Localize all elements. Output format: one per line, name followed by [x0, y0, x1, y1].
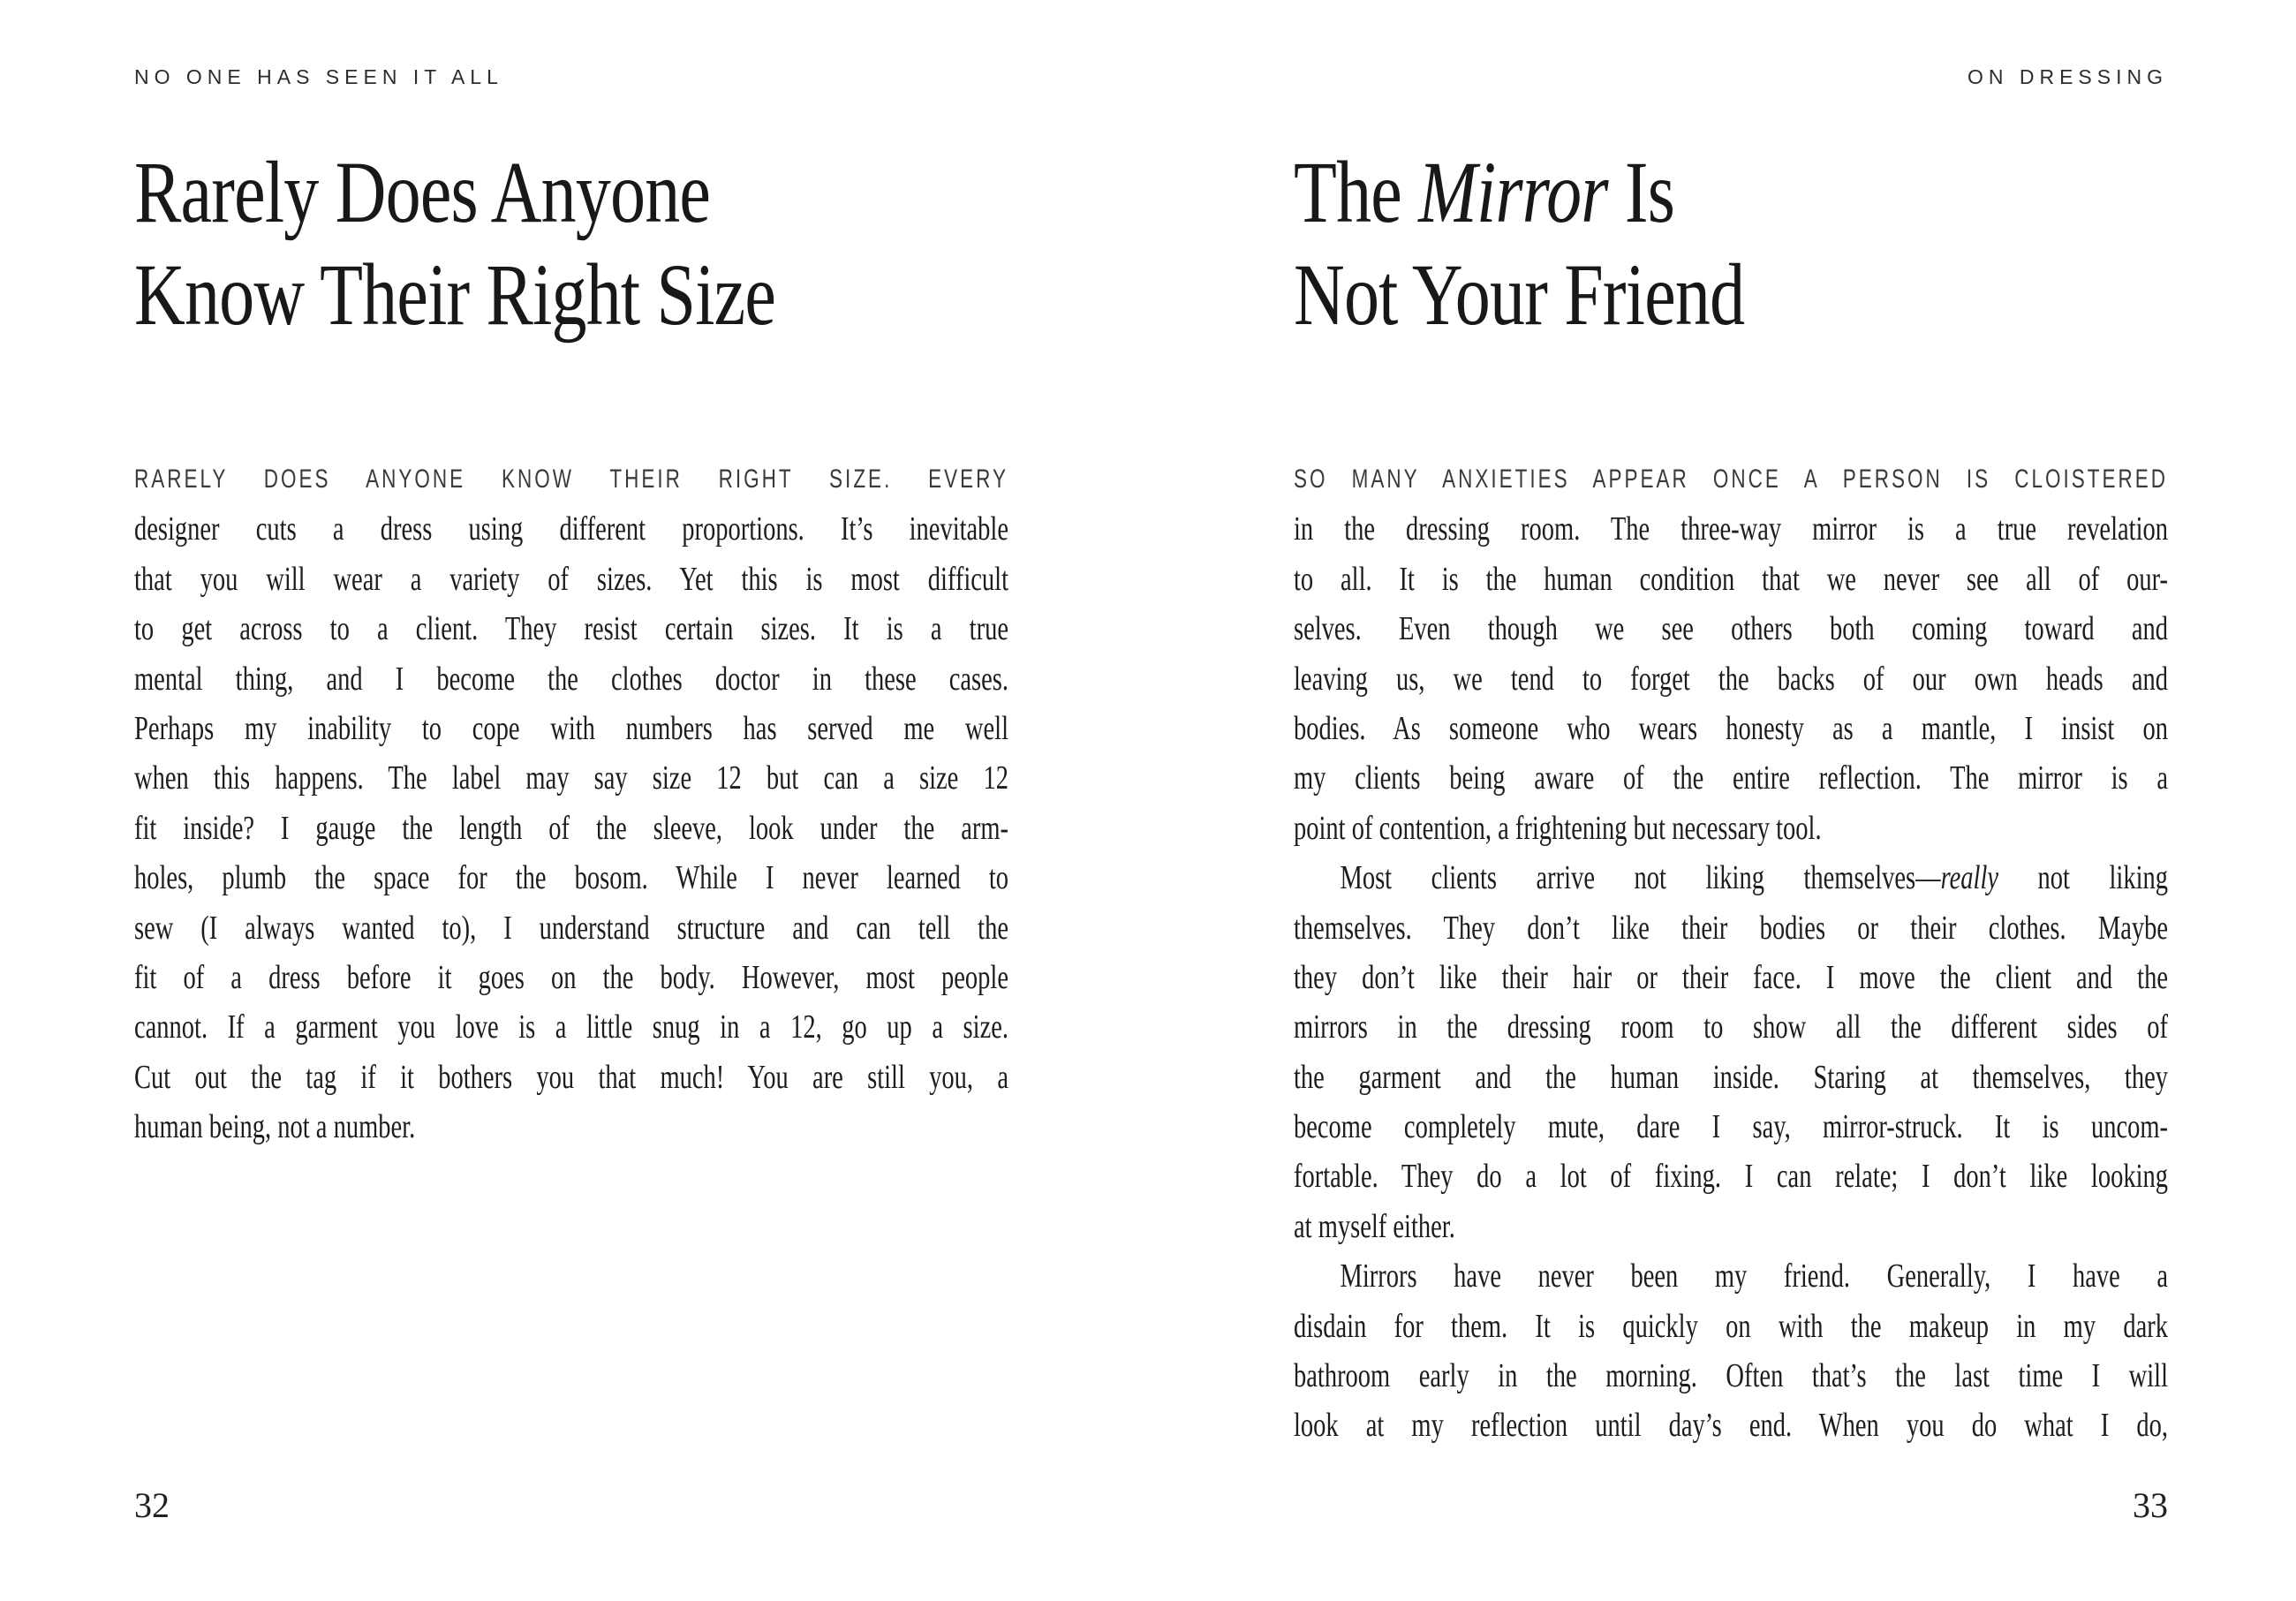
body-line: selves. Even though we see others both coming toward and: [1294, 610, 2168, 648]
body-line: point of contention, a frightening but necessary tool.: [1294, 809, 1822, 847]
title-segment: Is: [1607, 143, 1675, 241]
chapter-title-right: [1294, 141, 2168, 346]
body-line: that you will wear a variety of sizes. Yet this is most difficult: [134, 560, 1008, 598]
title-segment: The: [1294, 143, 1419, 241]
body-line: Perhaps my inability to cope with numbers has served me well: [134, 709, 1008, 747]
lead-caps-line: RARELY DOES ANYONE KNOW THEIR RIGHT SIZE. EVERY: [134, 464, 1008, 494]
body-line: fit inside? I gauge the length of the sleeve, look under the arm-: [134, 809, 1008, 847]
body-line: they don’t like their hair or their face. I move the client and the: [1294, 958, 2168, 996]
body-line: become completely mute, dare I say, mirror-struck. It is uncom-: [1294, 1108, 2168, 1146]
body-text-right: [1294, 455, 2168, 1451]
title-line: Not Your Friend: [1294, 245, 1745, 344]
body-line: look at my reflection until day’s end. When you do what I do,: [1294, 1407, 2168, 1445]
body-line: to all. It is the human condition that we never see all of our-: [1294, 560, 2168, 598]
page-number-right: 33: [2133, 1485, 2168, 1525]
body-line: Cut out the tag if it bothers you that much! You are still you, a: [134, 1058, 1008, 1096]
body-line: leaving us, we tend to forget the backs of our own heads and: [1294, 660, 2168, 698]
title-line: [1294, 141, 2168, 244]
body-line: bathroom early in the morning. Often that’s the last time I will: [1294, 1357, 2168, 1395]
body-line: in the dressing room. The three-way mirror is a true revelation: [1294, 510, 2168, 548]
body-line: the garment and the human inside. Staring at themselves, they: [1294, 1058, 2168, 1096]
page-left: [134, 0, 1008, 1601]
body-line: bodies. As someone who wears honesty as a mantle, I insist on: [1294, 709, 2168, 747]
body-segment-italic: really: [1940, 859, 1999, 897]
title-segment-italic: Mirror: [1418, 143, 1608, 241]
running-head-left: NO ONE HAS SEEN IT ALL: [134, 65, 503, 88]
body-line: sew (I always wanted to), I understand structure and can tell the: [134, 909, 1008, 947]
body-line: human being, not a number.: [134, 1108, 416, 1146]
body-line: themselves. They don’t like their bodies or their clothes. Maybe: [1294, 909, 2168, 947]
body-line: [1294, 853, 2168, 902]
body-line: fortable. They do a lot of fixing. I can relate; I don’t like looking: [1294, 1158, 2168, 1196]
page-right: [1294, 0, 2168, 1601]
body-line: mirrors in the dressing room to show all the different sides of: [1294, 1008, 2168, 1046]
body-line: at myself either.: [1294, 1207, 1455, 1245]
page-number-left: 32: [134, 1485, 170, 1525]
body-line: mental thing, and I become the clothes doctor in these cases.: [134, 660, 1008, 698]
title-line: Know Their Right Size: [134, 245, 776, 344]
chapter-title-left: [134, 141, 1008, 346]
body-line: when this happens. The label may say size 12 but can a size 12: [134, 759, 1008, 797]
body-line: fit of a dress before it goes on the body. However, most people: [134, 958, 1008, 996]
body-line: Mirrors have never been my friend. Generally, I have a: [1340, 1257, 2168, 1295]
body-line: holes, plumb the space for the bosom. While I never learned to: [134, 859, 1008, 897]
body-line: designer cuts a dress using different proportions. It’s inevitable: [134, 510, 1008, 548]
body-line: to get across to a client. They resist certain sizes. It is a true: [134, 610, 1008, 648]
title-line: Rarely Does Anyone: [134, 143, 711, 241]
running-head-right: ON DRESSING: [1967, 65, 2168, 88]
body-segment: not liking: [1998, 859, 2168, 897]
body-line: my clients being aware of the entire reflection. The mirror is a: [1294, 759, 2168, 797]
body-line: cannot. If a garment you love is a little snug in a 12, go up a size.: [134, 1008, 1008, 1046]
body-segment: Most clients arrive not liking themselves—: [1340, 859, 1941, 897]
body-line: disdain for them. It is quickly on with the makeup in my dark: [1294, 1307, 2168, 1345]
body-text-left: [134, 455, 1008, 1152]
lead-caps-line: SO MANY ANXIETIES APPEAR ONCE A PERSON IS CLOISTERED: [1294, 464, 2168, 494]
